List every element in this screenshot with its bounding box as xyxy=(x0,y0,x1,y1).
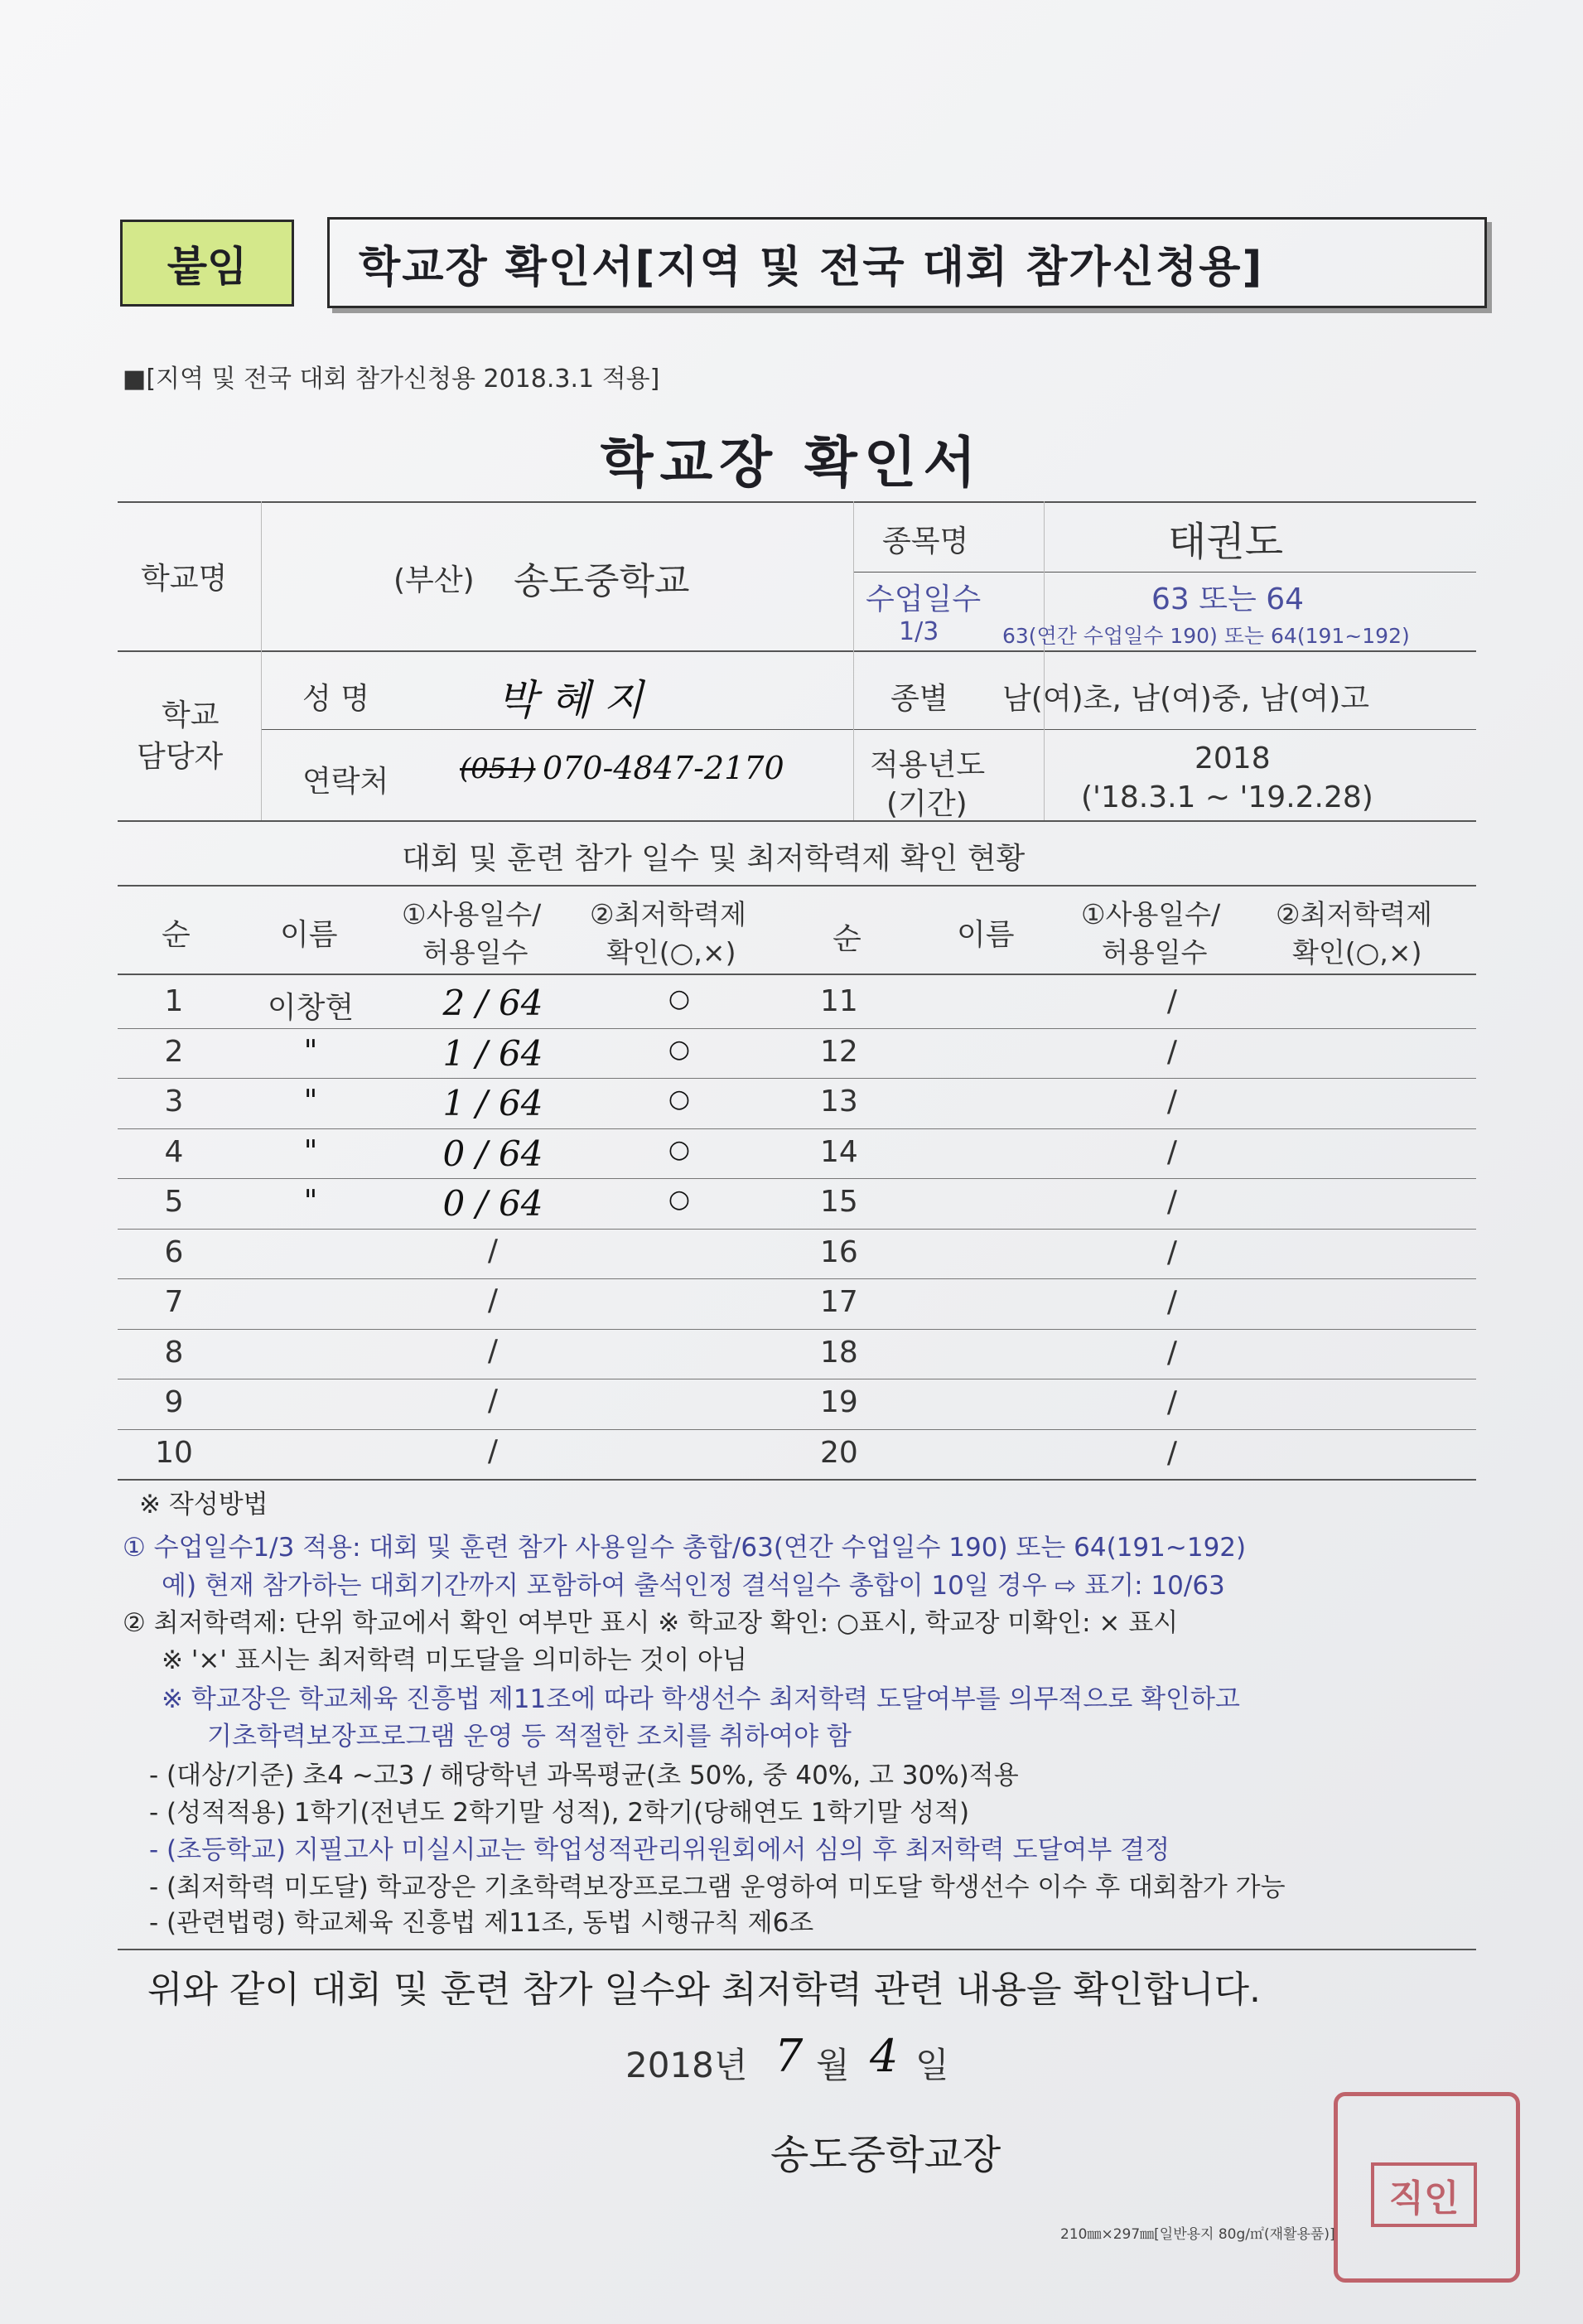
row-number: 9 xyxy=(164,1385,184,1419)
col-check-right: ②최저학력제 xyxy=(1276,898,1432,930)
row-days: / xyxy=(1166,1034,1178,1069)
col-no-left: 순 xyxy=(162,918,191,952)
row-number: 5 xyxy=(164,1185,184,1219)
school-label: 학교명 xyxy=(141,562,228,596)
row-days: 0 / 64 xyxy=(442,1133,543,1174)
row-divider xyxy=(118,1178,1476,1179)
row-number: 19 xyxy=(820,1385,858,1419)
row-number: 16 xyxy=(820,1234,858,1269)
rule xyxy=(853,572,1476,573)
application-note: ■[지역 및 전국 대회 참가신청용 2018.3.1 적용] xyxy=(123,365,660,394)
rule xyxy=(261,729,1476,730)
note-8: - (최저학력 미도달) 학교장은 기초학력보장프로그램 운영하여 미도달 학생선수 이수 후 대회참가 가능 xyxy=(149,1872,1286,1902)
contact-label: 연락처 xyxy=(302,765,389,799)
official-seal xyxy=(1334,2092,1520,2283)
row-name: 이창현 xyxy=(267,991,355,1025)
row-number: 2 xyxy=(164,1034,184,1069)
class-days-label: 수업일수 xyxy=(866,582,982,616)
row-check: ○ xyxy=(668,1185,691,1214)
note-4-cont: 기초학력보장프로그램 운영 등 적절한 조치를 취하여야 함 xyxy=(207,1722,852,1751)
banner-title: 학교장 확인서[지역 및 전국 대회 참가신청용] xyxy=(327,217,1487,308)
row-days: / xyxy=(1166,1185,1178,1219)
year-period: ('18.3.1 ~ '19.2.28) xyxy=(1081,780,1373,814)
note-6: - (성적적용) 1학기(전년도 2학기말 성적), 2학기(당해연도 1학기말 성적) xyxy=(149,1798,970,1828)
row-check: ○ xyxy=(668,1134,691,1164)
rule xyxy=(118,501,1476,503)
row-days: / xyxy=(487,1233,499,1268)
row-days: / xyxy=(1166,1385,1178,1419)
sport-label: 종목명 xyxy=(882,524,969,558)
row-number: 10 xyxy=(155,1435,193,1470)
row-number: 7 xyxy=(164,1285,184,1319)
row-number: 12 xyxy=(820,1034,858,1069)
year-value: 2018 xyxy=(1194,742,1271,775)
row-days: / xyxy=(1166,1234,1178,1269)
col-name-right: 이름 xyxy=(957,918,1015,952)
row-divider xyxy=(118,1329,1476,1330)
paper-spec: 210㎜×297㎜[일반용지 80g/㎡(재활용품)] xyxy=(1060,2226,1335,2243)
date-year: 2018년 xyxy=(625,2045,748,2085)
row-days: / xyxy=(1166,984,1178,1018)
rule xyxy=(853,501,854,820)
row-days: 0 / 64 xyxy=(442,1183,543,1224)
col-days-right-2: 허용일수 xyxy=(1102,936,1208,969)
row-days: / xyxy=(487,1433,499,1468)
col-days-left: ①사용일수/ xyxy=(402,898,542,930)
row-number: 3 xyxy=(164,1085,184,1119)
sport-value: 태권도 xyxy=(1168,519,1284,565)
note-1-example: 예) 현재 참가하는 대회기간까지 포함하여 출석인정 결석일수 총합이 10일 경우 ⇨ 표기: 10/63 xyxy=(162,1571,1225,1601)
row-divider xyxy=(118,1078,1476,1079)
row-number: 15 xyxy=(820,1185,858,1219)
row-divider xyxy=(118,1128,1476,1129)
row-check: ○ xyxy=(668,1034,691,1064)
col-no-right: 순 xyxy=(833,922,861,956)
col-days-left-2: 허용일수 xyxy=(422,936,528,969)
contact-value: 070-4847-2170 xyxy=(543,750,784,786)
year-label-2: (기간) xyxy=(886,787,968,821)
note-9: - (관련법령) 학교체육 진흥법 제11조, 동법 시행규칙 제6조 xyxy=(149,1908,814,1938)
row-days: / xyxy=(1166,1435,1178,1470)
note-1: ① 수업일수1/3 적용: 대회 및 훈련 참가 사용일수 총합/63(연간 수업일수 190) 또는 64(191~192) xyxy=(123,1533,1247,1563)
school-region: (부산) xyxy=(393,563,475,597)
class-days-value: 63 또는 64 xyxy=(1151,582,1305,616)
main-title: 학교장 확인서 xyxy=(600,431,983,495)
table-caption: 대회 및 훈련 참가 일수 및 최저학력제 확인 현황 xyxy=(402,842,1026,876)
row-divider xyxy=(118,1429,1476,1430)
note-7: - (초등학교) 지필고사 미실시교는 학업성적관리위원회에서 심의 후 최저학력 도달여부 결정 xyxy=(149,1835,1170,1865)
manager-name: 박 혜 지 xyxy=(497,676,644,724)
row-number: 4 xyxy=(164,1134,184,1169)
seal-text: 직인 xyxy=(1371,2162,1477,2227)
row-number: 13 xyxy=(820,1085,858,1119)
signer-name: 송도중학교장 xyxy=(770,2132,1001,2178)
col-days-right: ①사용일수/ xyxy=(1081,898,1221,930)
row-number: 11 xyxy=(820,984,858,1018)
row-days: / xyxy=(1166,1335,1178,1370)
col-check-left: ②최저학력제 xyxy=(590,898,746,930)
gender-value: 남(여)초, 남(여)중, 남(여)고 xyxy=(1002,682,1370,716)
notes-heading: ※ 작성방법 xyxy=(139,1490,268,1520)
row-number: 18 xyxy=(820,1335,858,1370)
row-number: 17 xyxy=(820,1285,858,1319)
col-check-left-2: 확인(○,×) xyxy=(606,936,736,969)
rule xyxy=(1044,501,1045,820)
row-days: / xyxy=(487,1283,499,1317)
row-days: 1 / 64 xyxy=(442,1083,543,1123)
note-3: ※ '×' 표시는 최저학력 미도달을 의미하는 것이 아님 xyxy=(162,1645,747,1675)
class-days-detail: 63(연간 수업일수 190) 또는 64(191~192) xyxy=(1002,624,1410,648)
col-check-right-2: 확인(○,×) xyxy=(1292,936,1422,969)
row-name: " xyxy=(303,1134,318,1169)
row-number: 14 xyxy=(820,1134,858,1169)
row-name: " xyxy=(303,1034,318,1069)
row-divider xyxy=(118,1278,1476,1279)
confirmation-statement: 위와 같이 대회 및 훈련 참가 일수와 최저학력 관련 내용을 확인합니다. xyxy=(147,1969,1261,2011)
row-check: ○ xyxy=(668,1085,691,1114)
year-label: 적용년도 xyxy=(870,748,986,782)
note-4: ※ 학교장은 학교체육 진흥법 제11조에 따라 학생선수 최저학력 도달여부를 의무적으로 확인하고 xyxy=(162,1684,1240,1714)
row-number: 8 xyxy=(164,1335,184,1370)
row-check: ○ xyxy=(668,984,691,1013)
row-days: / xyxy=(1166,1134,1178,1169)
contact-struck-prefix: (051) xyxy=(460,752,536,785)
date-month-label: 월 xyxy=(816,2045,850,2085)
note-2: ② 최저학력제: 단위 학교에서 확인 여부만 표시 ※ 학교장 확인: ○표시, 학교장 미확인: × 표시 xyxy=(123,1608,1179,1638)
row-days: 1 / 64 xyxy=(442,1032,543,1074)
date-month: 7 xyxy=(775,2030,804,2082)
name-label: 성 명 xyxy=(302,682,369,716)
row-days: / xyxy=(1166,1285,1178,1319)
rule xyxy=(118,650,1476,652)
row-name: " xyxy=(303,1085,318,1119)
rule xyxy=(118,885,1476,887)
rule xyxy=(118,820,1476,822)
row-number: 6 xyxy=(164,1234,184,1269)
school-name: 송도중학교 xyxy=(514,560,690,602)
rule xyxy=(118,1949,1476,1950)
date-day: 4 xyxy=(870,2030,899,2082)
rule xyxy=(261,501,262,820)
row-days: / xyxy=(487,1333,499,1368)
row-number: 20 xyxy=(820,1435,858,1470)
row-days: / xyxy=(487,1384,499,1418)
rule xyxy=(118,974,1476,975)
note-5: - (대상/기준) 초4 ~고3 / 해당학년 과목평균(초 50%, 중 40%, 고 30%)적용 xyxy=(149,1761,1019,1790)
row-name: " xyxy=(303,1185,318,1219)
gender-label: 종별 xyxy=(890,682,948,716)
manager-label: 학교 xyxy=(162,698,220,732)
manager-label-2: 담당자 xyxy=(137,740,224,774)
row-number: 1 xyxy=(164,984,184,1018)
rule xyxy=(118,1479,1476,1481)
class-days-ratio: 1/3 xyxy=(899,617,939,646)
col-name-left: 이름 xyxy=(280,918,338,952)
row-divider xyxy=(118,1028,1476,1029)
row-days: 2 / 64 xyxy=(442,983,543,1023)
attachment-label: 붙임 xyxy=(120,220,294,307)
row-divider xyxy=(118,1229,1476,1230)
row-days: / xyxy=(1166,1085,1178,1119)
date-day-label: 일 xyxy=(915,2045,949,2085)
